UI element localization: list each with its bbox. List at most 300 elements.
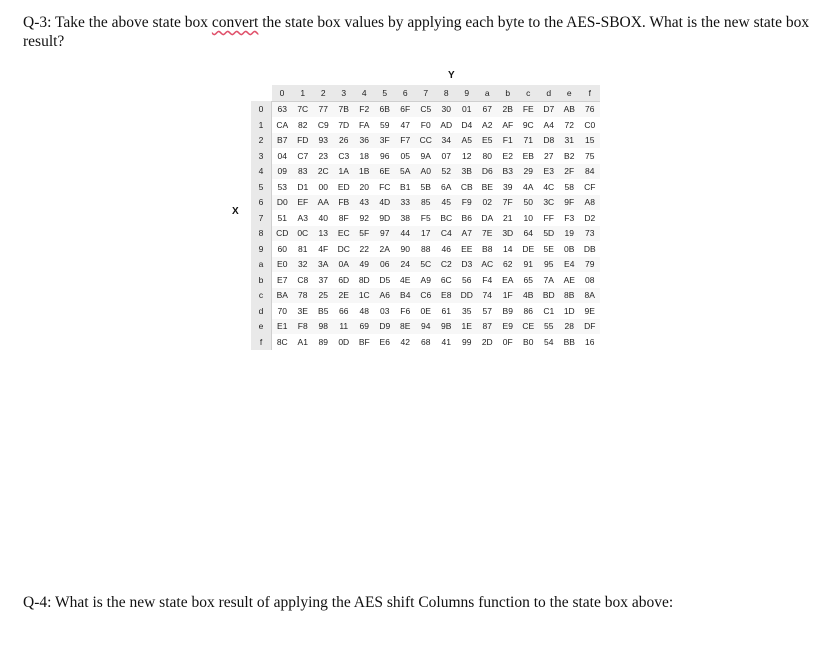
sbox-cell: 80: [477, 148, 498, 164]
sbox-cell: 81: [293, 241, 314, 257]
question-4: Q-4: What is the new state box result of applying the AES shift Columns function to the state box above:: [23, 594, 674, 611]
sbox-cell: 1B: [354, 164, 375, 180]
sbox-cell: 7B: [334, 101, 355, 117]
sbox-cell: 37: [313, 272, 334, 288]
sbox-cell: D3: [457, 257, 478, 273]
sbox-row-header: 7: [251, 210, 272, 226]
sbox-cell: AB: [559, 101, 580, 117]
sbox-cell: 84: [580, 164, 601, 180]
sbox-cell: 8B: [559, 288, 580, 304]
sbox-cell: F7: [395, 133, 416, 149]
sbox-cell: DF: [580, 319, 601, 335]
sbox-cell: 25: [313, 288, 334, 304]
sbox-cell: D9: [375, 319, 396, 335]
sbox-row-header: a: [251, 257, 272, 273]
sbox-cell: 08: [580, 272, 601, 288]
sbox-row-header: 2: [251, 133, 272, 149]
sbox-cell: 48: [354, 303, 375, 319]
sbox-cell: 91: [518, 257, 539, 273]
sbox-cell: 33: [395, 195, 416, 211]
sbox-col-header: 5: [375, 85, 396, 101]
sbox-y-axis-label: Y: [448, 70, 455, 81]
sbox-cell: 0D: [334, 334, 355, 350]
question-3: [23, 13, 813, 51]
sbox-cell: 65: [518, 272, 539, 288]
sbox-cell: 03: [375, 303, 396, 319]
sbox-row: [251, 303, 600, 319]
sbox-cell: 23: [313, 148, 334, 164]
sbox-cell: DA: [477, 210, 498, 226]
sbox-cell: 13: [313, 226, 334, 242]
sbox-cell: 4D: [375, 195, 396, 211]
sbox-cell: 0F: [498, 334, 519, 350]
sbox-cell: 50: [518, 195, 539, 211]
sbox-cell: 42: [395, 334, 416, 350]
sbox-cell: C7: [293, 148, 314, 164]
sbox-cell: D4: [457, 117, 478, 133]
sbox-row: [251, 226, 600, 242]
sbox-cell: 82: [293, 117, 314, 133]
sbox-cell: 54: [539, 334, 560, 350]
sbox-cell: CA: [272, 117, 293, 133]
sbox-cell: 51: [272, 210, 293, 226]
sbox-cell: 32: [293, 257, 314, 273]
sbox-cell: 63: [272, 101, 293, 117]
sbox-cell: 26: [334, 133, 355, 149]
sbox-cell: 64: [518, 226, 539, 242]
sbox-cell: 4B: [518, 288, 539, 304]
sbox-cell: 6F: [395, 101, 416, 117]
sbox-cell: FF: [539, 210, 560, 226]
sbox-cell: F5: [416, 210, 437, 226]
sbox-cell: 2D: [477, 334, 498, 350]
sbox-cell: 39: [498, 179, 519, 195]
sbox-row: [251, 133, 600, 149]
sbox-cell: F4: [477, 272, 498, 288]
sbox-cell: B5: [313, 303, 334, 319]
sbox-row: [251, 272, 600, 288]
sbox-cell: E4: [559, 257, 580, 273]
sbox-cell: 8C: [272, 334, 293, 350]
sbox-cell: 5B: [416, 179, 437, 195]
sbox-cell: B4: [395, 288, 416, 304]
sbox-cell: B6: [457, 210, 478, 226]
sbox-cell: 3C: [539, 195, 560, 211]
sbox-cell: D1: [293, 179, 314, 195]
sbox-cell: A1: [293, 334, 314, 350]
sbox-cell: F6: [395, 303, 416, 319]
sbox-cell: 47: [395, 117, 416, 133]
sbox-cell: CD: [272, 226, 293, 242]
sbox-cell: 1D: [559, 303, 580, 319]
sbox-cell: 15: [580, 133, 601, 149]
sbox-cell: 14: [498, 241, 519, 257]
sbox-cell: 83: [293, 164, 314, 180]
sbox-cell: AA: [313, 195, 334, 211]
sbox-cell: 1F: [498, 288, 519, 304]
sbox-row-header: e: [251, 319, 272, 335]
sbox-row-header: 3: [251, 148, 272, 164]
sbox-col-header: 0: [272, 85, 293, 101]
sbox-cell: C4: [436, 226, 457, 242]
sbox-cell: BA: [272, 288, 293, 304]
q3-misspelled-word[interactable]: convert: [211, 14, 259, 31]
sbox-cell: AE: [559, 272, 580, 288]
sbox-cell: 34: [436, 133, 457, 149]
sbox-cell: 75: [580, 148, 601, 164]
sbox-col-header: b: [498, 85, 519, 101]
sbox-cell: AD: [436, 117, 457, 133]
sbox-row-header: 9: [251, 241, 272, 257]
sbox-col-header: 6: [395, 85, 416, 101]
sbox-cell: 04: [272, 148, 293, 164]
sbox-cell: D7: [539, 101, 560, 117]
sbox-cell: 2C: [313, 164, 334, 180]
sbox-cell: C5: [416, 101, 437, 117]
sbox-cell: 19: [559, 226, 580, 242]
sbox-cell: 1C: [354, 288, 375, 304]
sbox-cell: ED: [334, 179, 355, 195]
sbox-cell: C9: [313, 117, 334, 133]
sbox-cell: 5A: [395, 164, 416, 180]
sbox-cell: BC: [436, 210, 457, 226]
sbox-cell: F1: [498, 133, 519, 149]
sbox-cell: EE: [457, 241, 478, 257]
sbox-row-header: f: [251, 334, 272, 350]
sbox-row: [251, 148, 600, 164]
sbox-cell: EF: [293, 195, 314, 211]
sbox-cell: 76: [580, 101, 601, 117]
sbox-cell: BE: [477, 179, 498, 195]
sbox-cell: E1: [272, 319, 293, 335]
sbox-cell: 46: [436, 241, 457, 257]
sbox-col-header: 9: [457, 85, 478, 101]
sbox-cell: B2: [559, 148, 580, 164]
sbox-cell: 4E: [395, 272, 416, 288]
sbox-cell: A2: [477, 117, 498, 133]
sbox-cell: 56: [457, 272, 478, 288]
sbox-row-header: 8: [251, 226, 272, 242]
sbox-cell: 61: [436, 303, 457, 319]
sbox-col-header: 1: [293, 85, 314, 101]
sbox-cell: 69: [354, 319, 375, 335]
sbox-cell: E9: [498, 319, 519, 335]
sbox-corner-cell: [251, 85, 272, 101]
sbox-row: [251, 101, 600, 117]
sbox-cell: 88: [416, 241, 437, 257]
sbox-cell: 09: [272, 164, 293, 180]
sbox-cell: D8: [539, 133, 560, 149]
sbox-x-axis-label: X: [232, 206, 239, 217]
sbox-cell: E8: [436, 288, 457, 304]
sbox-cell: 7C: [293, 101, 314, 117]
sbox-cell: 86: [518, 303, 539, 319]
sbox-cell: F3: [559, 210, 580, 226]
sbox-cell: 31: [559, 133, 580, 149]
sbox-cell: 29: [518, 164, 539, 180]
sbox-col-header: d: [539, 85, 560, 101]
sbox-row-header: d: [251, 303, 272, 319]
sbox-cell: 60: [272, 241, 293, 257]
sbox-cell: 8A: [580, 288, 601, 304]
sbox-cell: FB: [334, 195, 355, 211]
sbox-cell: 2A: [375, 241, 396, 257]
sbox-cell: F0: [416, 117, 437, 133]
sbox-col-header: a: [477, 85, 498, 101]
sbox-cell: 77: [313, 101, 334, 117]
sbox-cell: DC: [334, 241, 355, 257]
sbox-cell: BD: [539, 288, 560, 304]
sbox-cell: 5C: [416, 257, 437, 273]
sbox-cell: 18: [354, 148, 375, 164]
sbox-cell: AC: [477, 257, 498, 273]
sbox-cell: 35: [457, 303, 478, 319]
sbox-cell: A6: [375, 288, 396, 304]
sbox-cell: 6A: [436, 179, 457, 195]
sbox-cell: 4A: [518, 179, 539, 195]
sbox-cell: FE: [518, 101, 539, 117]
sbox-cell: 9A: [416, 148, 437, 164]
sbox-cell: 07: [436, 148, 457, 164]
sbox-cell: F8: [293, 319, 314, 335]
sbox-cell: 94: [416, 319, 437, 335]
sbox-cell: 9C: [518, 117, 539, 133]
sbox-cell: 3B: [457, 164, 478, 180]
q3-text-before: Q-3: Take the above state box: [23, 14, 212, 31]
sbox-cell: 98: [313, 319, 334, 335]
sbox-cell: D5: [375, 272, 396, 288]
sbox-cell: C8: [293, 272, 314, 288]
sbox-cell: E6: [375, 334, 396, 350]
sbox-cell: B8: [477, 241, 498, 257]
sbox-cell: 20: [354, 179, 375, 195]
sbox-cell: 0A: [334, 257, 355, 273]
sbox-row-header: c: [251, 288, 272, 304]
sbox-cell: 93: [313, 133, 334, 149]
sbox-col-header: e: [559, 85, 580, 101]
sbox-cell: 9B: [436, 319, 457, 335]
sbox-row-header: 1: [251, 117, 272, 133]
sbox-cell: A5: [457, 133, 478, 149]
sbox-col-header: 4: [354, 85, 375, 101]
sbox-cell: 0E: [416, 303, 437, 319]
sbox-cell: C0: [580, 117, 601, 133]
sbox-cell: 8F: [334, 210, 355, 226]
sbox-cell: 0B: [559, 241, 580, 257]
sbox-cell: 71: [518, 133, 539, 149]
sbox-row-header: b: [251, 272, 272, 288]
sbox-cell: 43: [354, 195, 375, 211]
sbox-cell: A0: [416, 164, 437, 180]
sbox-cell: 3F: [375, 133, 396, 149]
sbox-cell: 16: [580, 334, 601, 350]
sbox-cell: BF: [354, 334, 375, 350]
sbox-cell: 12: [457, 148, 478, 164]
sbox-row: [251, 257, 600, 273]
sbox-cell: 52: [436, 164, 457, 180]
sbox-cell: 3D: [498, 226, 519, 242]
sbox-cell: 28: [559, 319, 580, 335]
sbox-cell: D2: [580, 210, 601, 226]
sbox-row: [251, 117, 600, 133]
sbox-cell: 41: [436, 334, 457, 350]
sbox-row: [251, 164, 600, 180]
sbox-cell: 79: [580, 257, 601, 273]
sbox-cell: 4C: [539, 179, 560, 195]
sbox-cell: 87: [477, 319, 498, 335]
sbox-cell: B7: [272, 133, 293, 149]
sbox-cell: 78: [293, 288, 314, 304]
sbox-cell: 58: [559, 179, 580, 195]
sbox-cell: FA: [354, 117, 375, 133]
sbox-cell: B3: [498, 164, 519, 180]
sbox-cell: DE: [518, 241, 539, 257]
sbox-row-header: 5: [251, 179, 272, 195]
sbox-cell: 38: [395, 210, 416, 226]
sbox-cell: E3: [539, 164, 560, 180]
sbox-cell: A3: [293, 210, 314, 226]
sbox-row-header: 6: [251, 195, 272, 211]
sbox-cell: 59: [375, 117, 396, 133]
sbox-cell: 66: [334, 303, 355, 319]
sbox-cell: D6: [477, 164, 498, 180]
sbox-row-header: 4: [251, 164, 272, 180]
sbox-row: [251, 334, 600, 350]
sbox-cell: DB: [580, 241, 601, 257]
sbox-cell: A7: [457, 226, 478, 242]
sbox-row: [251, 288, 600, 304]
sbox-cell: 9F: [559, 195, 580, 211]
sbox-cell: 3A: [313, 257, 334, 273]
sbox-cell: 2F: [559, 164, 580, 180]
sbox-row: [251, 210, 600, 226]
sbox-cell: CB: [457, 179, 478, 195]
sbox-cell: CC: [416, 133, 437, 149]
sbox-row: [251, 179, 600, 195]
sbox-cell: 5E: [539, 241, 560, 257]
sbox-cell: 17: [416, 226, 437, 242]
sbox-cell: A4: [539, 117, 560, 133]
sbox-cell: 55: [539, 319, 560, 335]
sbox-cell: 0C: [293, 226, 314, 242]
sbox-cell: 00: [313, 179, 334, 195]
sbox-cell: 95: [539, 257, 560, 273]
sbox-cell: B0: [518, 334, 539, 350]
sbox-cell: 22: [354, 241, 375, 257]
sbox-cell: 06: [375, 257, 396, 273]
sbox-cell: 9E: [580, 303, 601, 319]
sbox-cell: D0: [272, 195, 293, 211]
sbox-cell: AF: [498, 117, 519, 133]
sbox-cell: 70: [272, 303, 293, 319]
sbox-col-header: c: [518, 85, 539, 101]
sbox-cell: 36: [354, 133, 375, 149]
sbox-col-header: 8: [436, 85, 457, 101]
sbox-cell: 6D: [334, 272, 355, 288]
sbox-cell: 53: [272, 179, 293, 195]
sbox-cell: 6C: [436, 272, 457, 288]
q3-text-after: the state box values by applying each byte to the AES-SBOX. What is the new state box result?: [23, 14, 810, 50]
sbox-cell: 85: [416, 195, 437, 211]
sbox-cell: CF: [580, 179, 601, 195]
sbox-cell: 02: [477, 195, 498, 211]
sbox-cell: 96: [375, 148, 396, 164]
sbox-cell: 1A: [334, 164, 355, 180]
sbox-cell: EC: [334, 226, 355, 242]
sbox-cell: 45: [436, 195, 457, 211]
sbox-cell: 10: [518, 210, 539, 226]
sbox-cell: 11: [334, 319, 355, 335]
sbox-cell: 2E: [334, 288, 355, 304]
sbox-cell: 97: [375, 226, 396, 242]
sbox-cell: 7A: [539, 272, 560, 288]
sbox-cell: 30: [436, 101, 457, 117]
sbox-cell: F9: [457, 195, 478, 211]
sbox-cell: CE: [518, 319, 539, 335]
sbox-cell: 6B: [375, 101, 396, 117]
sbox-cell: 49: [354, 257, 375, 273]
sbox-cell: 3E: [293, 303, 314, 319]
sbox-row-header: 0: [251, 101, 272, 117]
sbox-cell: 73: [580, 226, 601, 242]
sbox-cell: DD: [457, 288, 478, 304]
sbox-cell: E2: [498, 148, 519, 164]
sbox-cell: 44: [395, 226, 416, 242]
sbox-cell: 8D: [354, 272, 375, 288]
sbox-cell: 1E: [457, 319, 478, 335]
sbox-cell: BB: [559, 334, 580, 350]
sbox-cell: EB: [518, 148, 539, 164]
sbox-cell: 05: [395, 148, 416, 164]
sbox-cell: 57: [477, 303, 498, 319]
sbox-cell: 8E: [395, 319, 416, 335]
sbox-cell: 68: [416, 334, 437, 350]
sbox-cell: 4F: [313, 241, 334, 257]
sbox-cell: 7D: [334, 117, 355, 133]
sbox-cell: 40: [313, 210, 334, 226]
sbox-cell: 67: [477, 101, 498, 117]
sbox-cell: C2: [436, 257, 457, 273]
sbox-cell: E7: [272, 272, 293, 288]
sbox-cell: 72: [559, 117, 580, 133]
sbox-cell: 92: [354, 210, 375, 226]
sbox-cell: 27: [539, 148, 560, 164]
sbox-cell: F2: [354, 101, 375, 117]
sbox-col-header: 3: [334, 85, 355, 101]
sbox-cell: 2B: [498, 101, 519, 117]
sbox-cell: 6E: [375, 164, 396, 180]
sbox-cell: FC: [375, 179, 396, 195]
sbox-cell: 24: [395, 257, 416, 273]
sbox-col-header: 2: [313, 85, 334, 101]
sbox-row: [251, 319, 600, 335]
sbox-cell: 99: [457, 334, 478, 350]
aes-sbox-table: [251, 85, 600, 350]
sbox-cell: B9: [498, 303, 519, 319]
sbox-cell: C6: [416, 288, 437, 304]
sbox-cell: EA: [498, 272, 519, 288]
sbox-cell: 74: [477, 288, 498, 304]
sbox-cell: 62: [498, 257, 519, 273]
sbox-cell: E0: [272, 257, 293, 273]
sbox-cell: 01: [457, 101, 478, 117]
sbox-cell: A8: [580, 195, 601, 211]
sbox-cell: 21: [498, 210, 519, 226]
sbox-cell: 89: [313, 334, 334, 350]
sbox-cell: 9D: [375, 210, 396, 226]
sbox-cell: 5F: [354, 226, 375, 242]
sbox-cell: A9: [416, 272, 437, 288]
